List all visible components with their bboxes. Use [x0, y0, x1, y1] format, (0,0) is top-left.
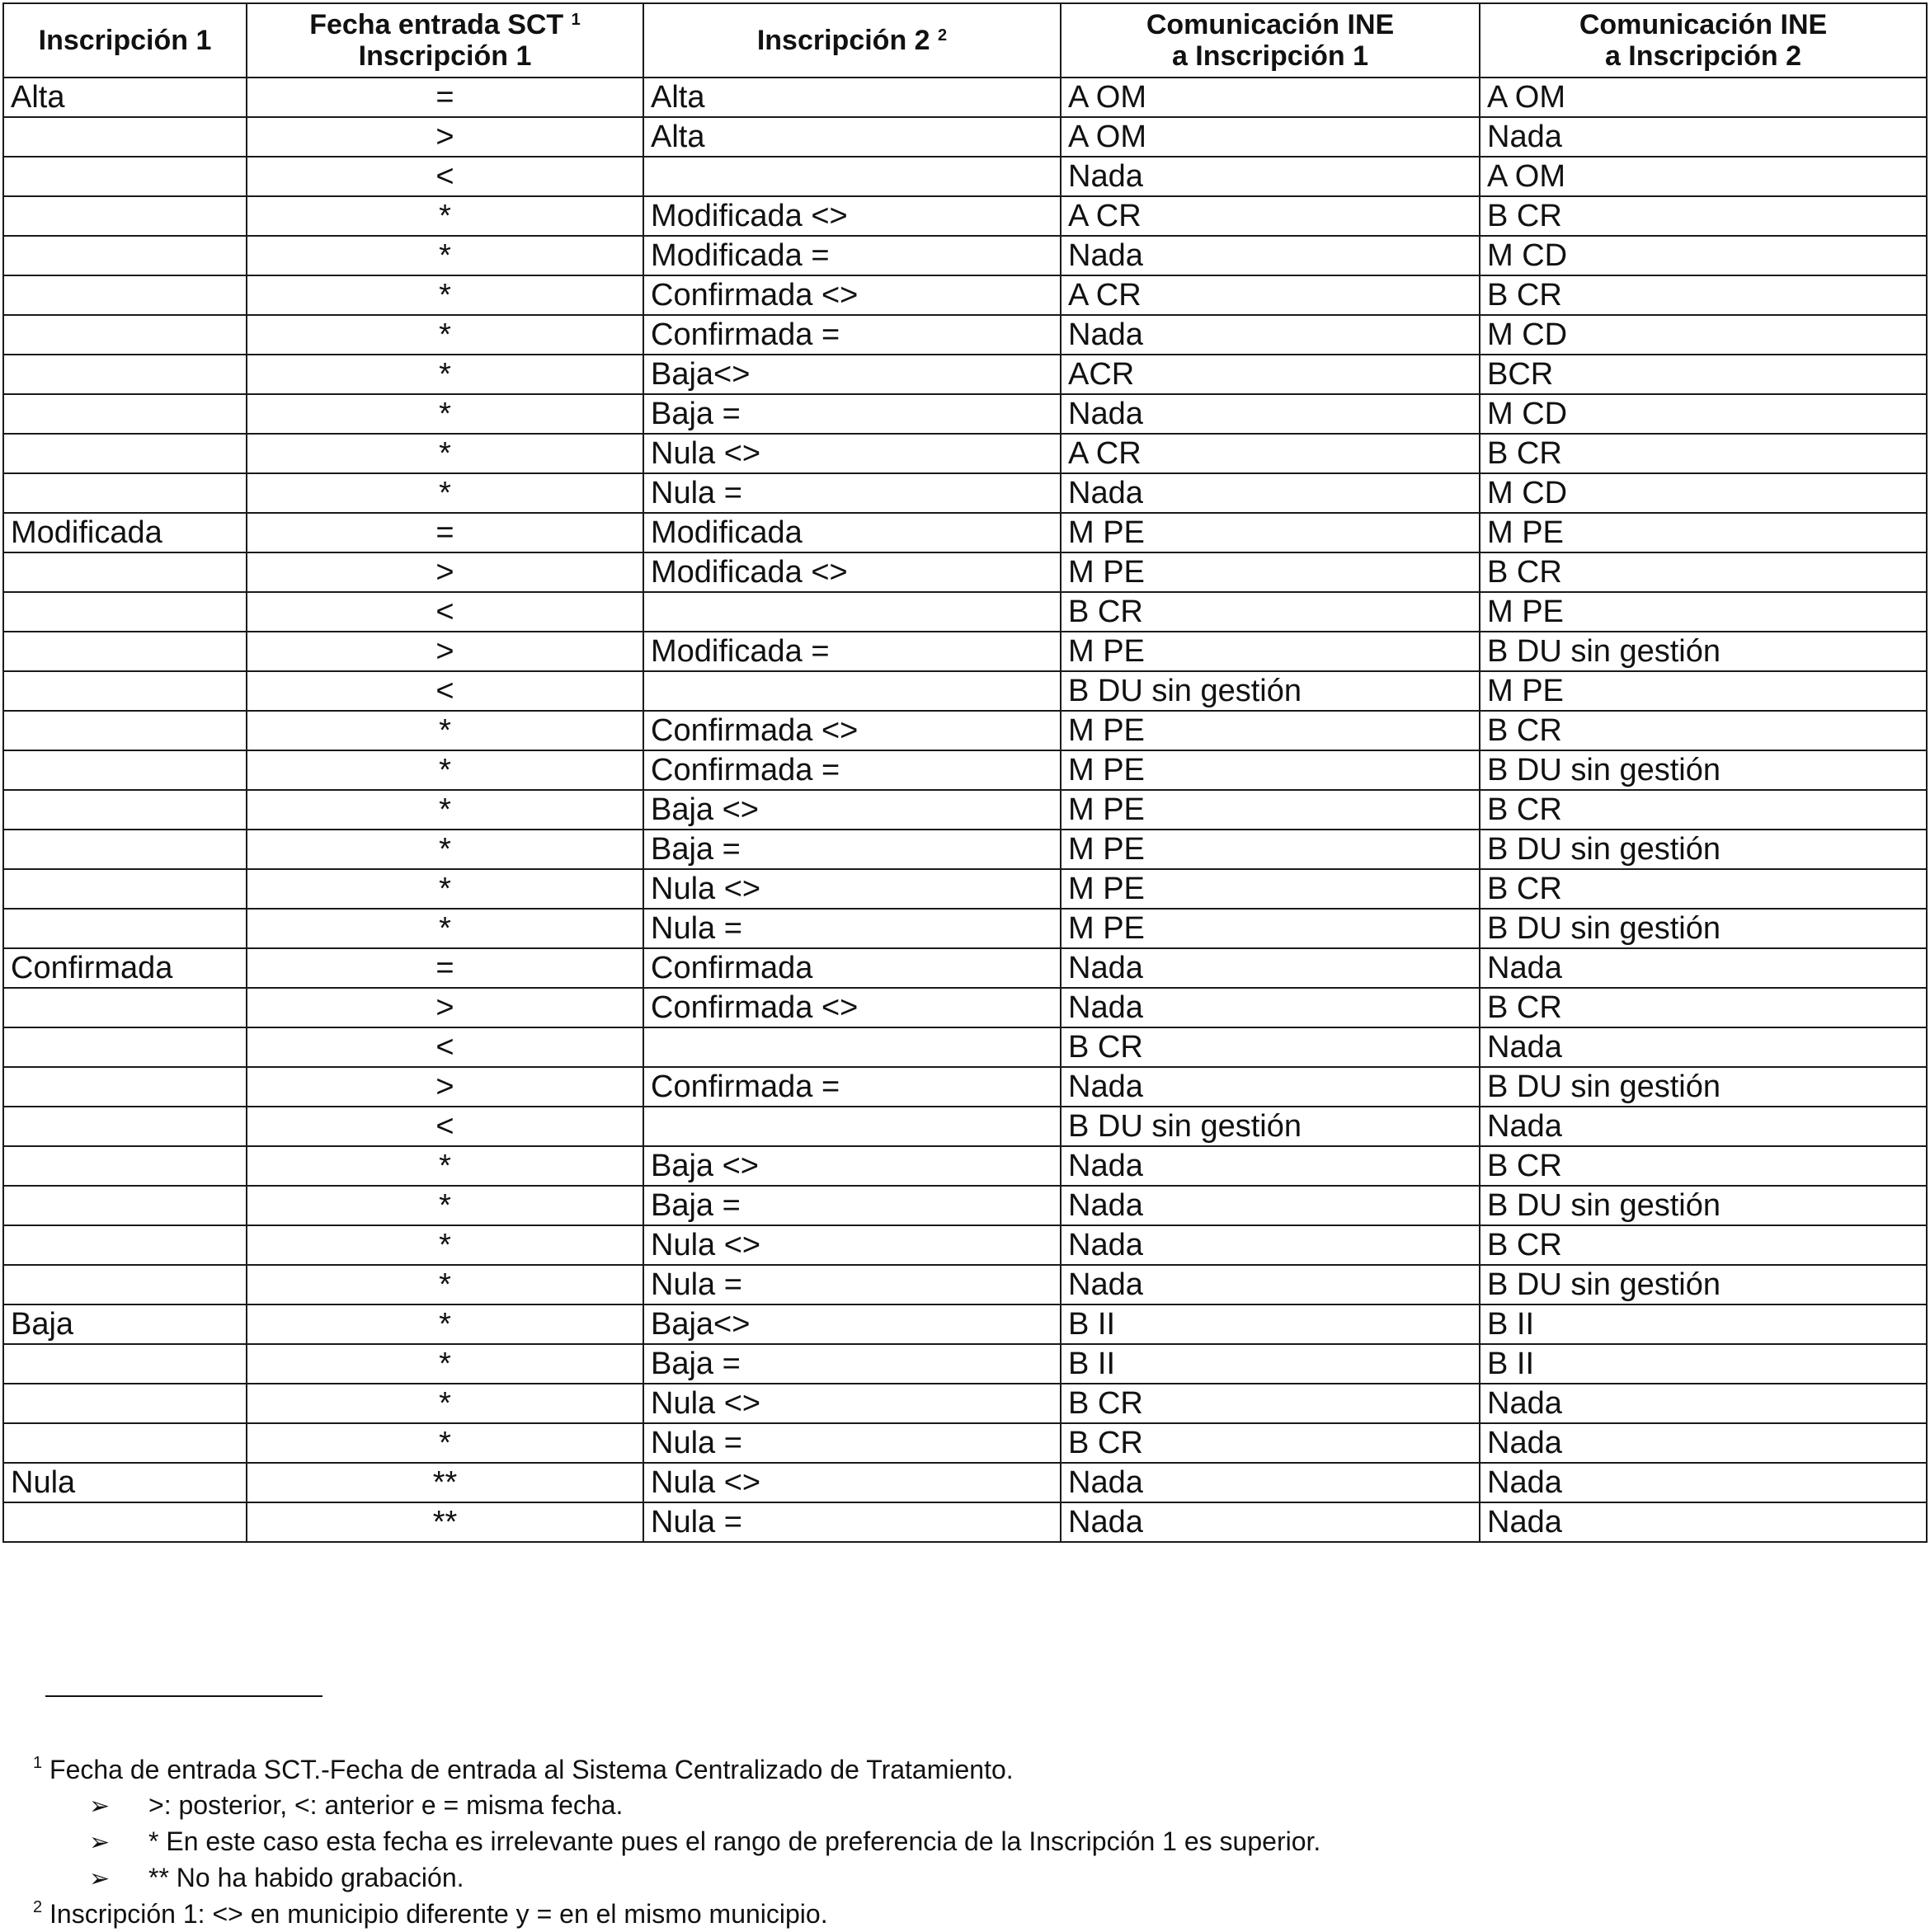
cell-inscripcion-1: [3, 434, 247, 473]
cell-inscripcion-1: [3, 750, 247, 790]
table-row: [3, 671, 1927, 711]
cell-fecha-entrada-sct: *: [247, 750, 643, 790]
cell-inscripcion-2: Nula <>: [643, 434, 1061, 473]
table-row: [3, 315, 1927, 355]
footnote-ref: 2: [938, 26, 948, 45]
cell-inscripcion-2: Baja =: [643, 394, 1061, 434]
table-row: [3, 355, 1927, 394]
cell-comunicacion-ine-1: Nada: [1061, 948, 1480, 988]
cell-inscripcion-1: [3, 1067, 247, 1107]
cell-inscripcion-2: Nula =: [643, 1423, 1061, 1463]
cell-inscripcion-2: Baja<>: [643, 355, 1061, 394]
cell-fecha-entrada-sct: **: [247, 1463, 643, 1502]
cell-inscripcion-2: Modificada =: [643, 236, 1061, 275]
cell-fecha-entrada-sct: *: [247, 1225, 643, 1265]
cell-inscripcion-1: [3, 632, 247, 671]
cell-inscripcion-1: [3, 394, 247, 434]
cell-inscripcion-2: Baja =: [643, 1344, 1061, 1384]
header-line: Comunicación INE: [1146, 9, 1395, 40]
table-row: [3, 909, 1927, 948]
cell-comunicacion-ine-1: Nada: [1061, 394, 1480, 434]
footnote-2-text: Inscripción 1: <> en municipio diferente y = en el mismo municipio.: [49, 1899, 828, 1929]
table-row: [3, 1027, 1927, 1067]
table-row: [3, 988, 1927, 1027]
cell-inscripcion-1: [3, 1265, 247, 1304]
footnote-1-mark: 1: [33, 1754, 43, 1772]
cell-comunicacion-ine-2: M CD: [1480, 473, 1927, 513]
cell-inscripcion-1: [3, 671, 247, 711]
cell-inscripcion-1: [3, 869, 247, 909]
arrow-bullet-icon: ➢: [89, 1829, 111, 1856]
cell-inscripcion-2: [643, 1027, 1061, 1067]
table-row: [3, 790, 1927, 830]
cell-fecha-entrada-sct: *: [247, 473, 643, 513]
header-line: Fecha entrada SCT: [309, 9, 564, 40]
cell-fecha-entrada-sct: *: [247, 1423, 643, 1463]
cell-inscripcion-2: [643, 1107, 1061, 1146]
cell-comunicacion-ine-1: M PE: [1061, 552, 1480, 592]
cell-fecha-entrada-sct: =: [247, 513, 643, 552]
cell-inscripcion-2: Nula <>: [643, 1225, 1061, 1265]
cell-inscripcion-1: [3, 790, 247, 830]
cell-fecha-entrada-sct: *: [247, 869, 643, 909]
cell-comunicacion-ine-2: Nada: [1480, 1463, 1927, 1502]
cell-fecha-entrada-sct: *: [247, 355, 643, 394]
cell-comunicacion-ine-2: B CR: [1480, 790, 1927, 830]
cell-comunicacion-ine-1: Nada: [1061, 157, 1480, 196]
cell-fecha-entrada-sct: *: [247, 394, 643, 434]
table-row: [3, 1146, 1927, 1186]
cell-comunicacion-ine-1: B CR: [1061, 1027, 1480, 1067]
cell-inscripcion-2: Nula <>: [643, 1384, 1061, 1423]
cell-inscripcion-2: Confirmada =: [643, 1067, 1061, 1107]
cell-comunicacion-ine-2: B CR: [1480, 552, 1927, 592]
cell-inscripcion-2: Confirmada =: [643, 315, 1061, 355]
cell-fecha-entrada-sct: >: [247, 632, 643, 671]
cell-fecha-entrada-sct: *: [247, 711, 643, 750]
cell-comunicacion-ine-1: Nada: [1061, 988, 1480, 1027]
cell-inscripcion-2: Alta: [643, 78, 1061, 117]
cell-inscripcion-1: Modificada: [3, 513, 247, 552]
table-row: [3, 394, 1927, 434]
cell-comunicacion-ine-1: Nada: [1061, 473, 1480, 513]
cell-comunicacion-ine-1: Nada: [1061, 1186, 1480, 1225]
cell-inscripcion-1: [3, 275, 247, 315]
cell-comunicacion-ine-2: B DU sin gestión: [1480, 1265, 1927, 1304]
cell-inscripcion-2: Nula =: [643, 1502, 1061, 1542]
table-row: [3, 1423, 1927, 1463]
cell-inscripcion-2: [643, 157, 1061, 196]
cell-comunicacion-ine-2: M PE: [1480, 592, 1927, 632]
cell-inscripcion-1: Confirmada: [3, 948, 247, 988]
cell-comunicacion-ine-1: M PE: [1061, 750, 1480, 790]
header-line: Inscripción 2: [756, 25, 930, 56]
cell-fecha-entrada-sct: *: [247, 434, 643, 473]
header-line: Inscripción 1: [358, 40, 532, 72]
cell-fecha-entrada-sct: *: [247, 1146, 643, 1186]
header-line: Inscripción 1: [38, 25, 212, 56]
cell-comunicacion-ine-1: Nada: [1061, 236, 1480, 275]
cell-comunicacion-ine-1: M PE: [1061, 711, 1480, 750]
cell-fecha-entrada-sct: *: [247, 236, 643, 275]
cell-inscripcion-2: Nula =: [643, 1265, 1061, 1304]
cell-comunicacion-ine-1: Nada: [1061, 1146, 1480, 1186]
table-row: [3, 1502, 1927, 1542]
cell-comunicacion-ine-2: A OM: [1480, 157, 1927, 196]
cell-inscripcion-2: Confirmada <>: [643, 275, 1061, 315]
cell-inscripcion-2: Modificada <>: [643, 196, 1061, 236]
cell-comunicacion-ine-2: Nada: [1480, 1027, 1927, 1067]
cell-comunicacion-ine-2: B DU sin gestión: [1480, 1186, 1927, 1225]
table-row: [3, 711, 1927, 750]
cell-comunicacion-ine-1: B CR: [1061, 1423, 1480, 1463]
cell-inscripcion-2: Baja <>: [643, 1146, 1061, 1186]
cell-fecha-entrada-sct: >: [247, 552, 643, 592]
cell-inscripcion-2: Baja<>: [643, 1304, 1061, 1344]
cell-comunicacion-ine-1: B DU sin gestión: [1061, 671, 1480, 711]
cell-fecha-entrada-sct: =: [247, 78, 643, 117]
cell-inscripcion-2: Baja =: [643, 830, 1061, 869]
cell-fecha-entrada-sct: *: [247, 1265, 643, 1304]
cell-fecha-entrada-sct: *: [247, 830, 643, 869]
cell-inscripcion-2: Modificada =: [643, 632, 1061, 671]
cell-inscripcion-2: Confirmada <>: [643, 988, 1061, 1027]
cell-inscripcion-1: [3, 1186, 247, 1225]
cell-comunicacion-ine-2: B II: [1480, 1304, 1927, 1344]
cell-comunicacion-ine-1: M PE: [1061, 869, 1480, 909]
footnote-ref: 1: [571, 11, 581, 29]
cell-comunicacion-ine-1: M PE: [1061, 790, 1480, 830]
cell-comunicacion-ine-2: Nada: [1480, 948, 1927, 988]
cell-inscripcion-2: Modificada <>: [643, 552, 1061, 592]
cell-comunicacion-ine-2: B CR: [1480, 275, 1927, 315]
table-row: [3, 592, 1927, 632]
cell-fecha-entrada-sct: <: [247, 671, 643, 711]
cell-inscripcion-2: Confirmada: [643, 948, 1061, 988]
table-row: [3, 1186, 1927, 1225]
footnote-separator: [45, 1695, 322, 1697]
cell-inscripcion-2: Nula =: [643, 473, 1061, 513]
cell-comunicacion-ine-1: Nada: [1061, 1067, 1480, 1107]
cell-comunicacion-ine-1: A CR: [1061, 196, 1480, 236]
cell-comunicacion-ine-2: BCR: [1480, 355, 1927, 394]
header-line: a Inscripción 2: [1604, 40, 1802, 72]
cell-inscripcion-2: Confirmada <>: [643, 711, 1061, 750]
cell-fecha-entrada-sct: *: [247, 196, 643, 236]
footnote-bullet-text: ** No ha habido grabación.: [148, 1863, 464, 1892]
cell-inscripcion-1: [3, 157, 247, 196]
footnote-1: [33, 1752, 1320, 1788]
cell-comunicacion-ine-1: Nada: [1061, 1463, 1480, 1502]
cell-inscripcion-1: [3, 552, 247, 592]
cell-comunicacion-ine-1: B CR: [1061, 1384, 1480, 1423]
table-body: [3, 78, 1927, 1542]
cell-comunicacion-ine-2: B CR: [1480, 711, 1927, 750]
cell-comunicacion-ine-2: B CR: [1480, 869, 1927, 909]
cell-inscripcion-1: Alta: [3, 78, 247, 117]
cell-comunicacion-ine-1: A CR: [1061, 275, 1480, 315]
table-row: [3, 275, 1927, 315]
cell-fecha-entrada-sct: *: [247, 790, 643, 830]
cell-inscripcion-1: [3, 1146, 247, 1186]
cell-inscripcion-1: [3, 1502, 247, 1542]
cell-comunicacion-ine-2: M CD: [1480, 315, 1927, 355]
cell-comunicacion-ine-1: Nada: [1061, 1502, 1480, 1542]
cell-comunicacion-ine-2: M CD: [1480, 236, 1927, 275]
footnote-1-text: Fecha de entrada SCT.-Fecha de entrada al Sistema Centralizado de Tratamiento.: [49, 1755, 1014, 1784]
cell-fecha-entrada-sct: *: [247, 909, 643, 948]
table-row: [3, 948, 1927, 988]
cell-comunicacion-ine-2: M PE: [1480, 513, 1927, 552]
header-inscripcion-1: [3, 3, 247, 78]
cell-fecha-entrada-sct: <: [247, 1027, 643, 1067]
arrow-bullet-icon: ➢: [89, 1865, 111, 1892]
table-row: [3, 196, 1927, 236]
cell-comunicacion-ine-1: B CR: [1061, 592, 1480, 632]
header-line: Comunicación INE: [1579, 9, 1828, 40]
header-comunicacion-ine-1: [1061, 3, 1480, 78]
footnote-2-mark: 2: [33, 1898, 43, 1916]
header-fecha-entrada-sct: [247, 3, 643, 78]
cell-inscripcion-2: Nula =: [643, 909, 1061, 948]
cell-comunicacion-ine-2: B DU sin gestión: [1480, 909, 1927, 948]
cell-comunicacion-ine-2: M PE: [1480, 671, 1927, 711]
cell-inscripcion-2: [643, 671, 1061, 711]
cell-fecha-entrada-sct: *: [247, 275, 643, 315]
cell-comunicacion-ine-1: Nada: [1061, 1265, 1480, 1304]
cell-inscripcion-1: [3, 1384, 247, 1423]
footnote-bullet: [33, 1788, 1320, 1824]
cell-comunicacion-ine-2: Nada: [1480, 1423, 1927, 1463]
footnote-2: [33, 1897, 1320, 1932]
cell-inscripcion-1: [3, 909, 247, 948]
table-row: [3, 632, 1927, 671]
cell-comunicacion-ine-1: A OM: [1061, 78, 1480, 117]
cell-comunicacion-ine-2: M CD: [1480, 394, 1927, 434]
cell-comunicacion-ine-2: Nada: [1480, 1107, 1927, 1146]
cell-fecha-entrada-sct: *: [247, 1384, 643, 1423]
cell-inscripcion-1: [3, 1225, 247, 1265]
table-row: [3, 1463, 1927, 1502]
table-header: [3, 3, 1927, 78]
cell-fecha-entrada-sct: <: [247, 157, 643, 196]
cell-fecha-entrada-sct: >: [247, 117, 643, 157]
cell-fecha-entrada-sct: *: [247, 1304, 643, 1344]
table-row: [3, 473, 1927, 513]
cell-inscripcion-1: [3, 988, 247, 1027]
footnote-bullet-text: * En este caso esta fecha es irrelevante pues el rango de preferencia de la Inscripción 1 es superior.: [148, 1826, 1321, 1856]
header-comunicacion-ine-2: [1480, 3, 1927, 78]
cell-comunicacion-ine-2: B CR: [1480, 196, 1927, 236]
table-row: [3, 513, 1927, 552]
cell-comunicacion-ine-2: B CR: [1480, 988, 1927, 1027]
table-row: [3, 830, 1927, 869]
cell-fecha-entrada-sct: *: [247, 1344, 643, 1384]
cell-comunicacion-ine-2: B CR: [1480, 1225, 1927, 1265]
table-row: [3, 1107, 1927, 1146]
cell-comunicacion-ine-2: B DU sin gestión: [1480, 750, 1927, 790]
cell-comunicacion-ine-2: Nada: [1480, 117, 1927, 157]
cell-comunicacion-ine-2: B CR: [1480, 1146, 1927, 1186]
table-row: [3, 117, 1927, 157]
cell-comunicacion-ine-1: B DU sin gestión: [1061, 1107, 1480, 1146]
cell-comunicacion-ine-1: B II: [1061, 1304, 1480, 1344]
table-row: [3, 1304, 1927, 1344]
cell-inscripcion-2: Baja <>: [643, 790, 1061, 830]
table-row: [3, 1225, 1927, 1265]
footnote-bullet-text: >: posterior, <: anterior e = misma fecha.: [148, 1790, 624, 1820]
cell-inscripcion-2: [643, 592, 1061, 632]
cell-fecha-entrada-sct: *: [247, 1186, 643, 1225]
cell-inscripcion-2: Modificada: [643, 513, 1061, 552]
cell-comunicacion-ine-2: B CR: [1480, 434, 1927, 473]
cell-inscripcion-1: [3, 236, 247, 275]
table-row: [3, 1344, 1927, 1384]
inscription-table: [2, 2, 1928, 1543]
cell-fecha-entrada-sct: >: [247, 988, 643, 1027]
cell-inscripcion-2: Confirmada =: [643, 750, 1061, 790]
cell-comunicacion-ine-1: M PE: [1061, 830, 1480, 869]
cell-comunicacion-ine-2: Nada: [1480, 1502, 1927, 1542]
cell-inscripcion-1: [3, 355, 247, 394]
cell-comunicacion-ine-1: ACR: [1061, 355, 1480, 394]
cell-inscripcion-2: Baja =: [643, 1186, 1061, 1225]
cell-comunicacion-ine-2: B DU sin gestión: [1480, 830, 1927, 869]
header-line: a Inscripción 1: [1171, 40, 1369, 72]
footnote-bullet: [33, 1860, 1320, 1897]
cell-inscripcion-1: [3, 117, 247, 157]
cell-comunicacion-ine-1: A OM: [1061, 117, 1480, 157]
cell-comunicacion-ine-1: Nada: [1061, 315, 1480, 355]
cell-comunicacion-ine-1: Nada: [1061, 1225, 1480, 1265]
cell-inscripcion-1: [3, 1107, 247, 1146]
cell-inscripcion-1: [3, 315, 247, 355]
cell-inscripcion-1: [3, 592, 247, 632]
table-row: [3, 1384, 1927, 1423]
cell-fecha-entrada-sct: >: [247, 1067, 643, 1107]
cell-inscripcion-1: [3, 196, 247, 236]
cell-comunicacion-ine-1: B II: [1061, 1344, 1480, 1384]
cell-comunicacion-ine-2: A OM: [1480, 78, 1927, 117]
footnote-bullet: [33, 1824, 1320, 1860]
cell-fecha-entrada-sct: =: [247, 948, 643, 988]
cell-inscripcion-1: [3, 711, 247, 750]
cell-comunicacion-ine-1: M PE: [1061, 632, 1480, 671]
table-row: [3, 1265, 1927, 1304]
cell-comunicacion-ine-1: M PE: [1061, 513, 1480, 552]
cell-inscripcion-1: [3, 1344, 247, 1384]
cell-inscripcion-2: Nula <>: [643, 869, 1061, 909]
cell-inscripcion-2: Alta: [643, 117, 1061, 157]
cell-fecha-entrada-sct: *: [247, 315, 643, 355]
table-row: [3, 552, 1927, 592]
table-row: [3, 78, 1927, 117]
cell-comunicacion-ine-1: M PE: [1061, 909, 1480, 948]
table-row: [3, 869, 1927, 909]
cell-inscripcion-1: [3, 830, 247, 869]
cell-comunicacion-ine-2: B II: [1480, 1344, 1927, 1384]
cell-fecha-entrada-sct: <: [247, 592, 643, 632]
arrow-bullet-icon: ➢: [89, 1793, 111, 1820]
cell-inscripcion-1: [3, 1027, 247, 1067]
table-row: [3, 1067, 1927, 1107]
cell-inscripcion-1: Nula: [3, 1463, 247, 1502]
cell-fecha-entrada-sct: **: [247, 1502, 643, 1542]
cell-comunicacion-ine-2: B DU sin gestión: [1480, 632, 1927, 671]
table-row: [3, 434, 1927, 473]
table-row: [3, 157, 1927, 196]
cell-inscripcion-1: [3, 473, 247, 513]
table-row: [3, 236, 1927, 275]
cell-comunicacion-ine-2: Nada: [1480, 1384, 1927, 1423]
footnotes: [33, 1752, 1320, 1932]
cell-comunicacion-ine-1: A CR: [1061, 434, 1480, 473]
cell-comunicacion-ine-2: B DU sin gestión: [1480, 1067, 1927, 1107]
cell-inscripcion-2: Nula <>: [643, 1463, 1061, 1502]
cell-inscripcion-1: [3, 1423, 247, 1463]
cell-inscripcion-1: Baja: [3, 1304, 247, 1344]
table-row: [3, 750, 1927, 790]
header-inscripcion-2: [643, 3, 1061, 78]
cell-fecha-entrada-sct: <: [247, 1107, 643, 1146]
